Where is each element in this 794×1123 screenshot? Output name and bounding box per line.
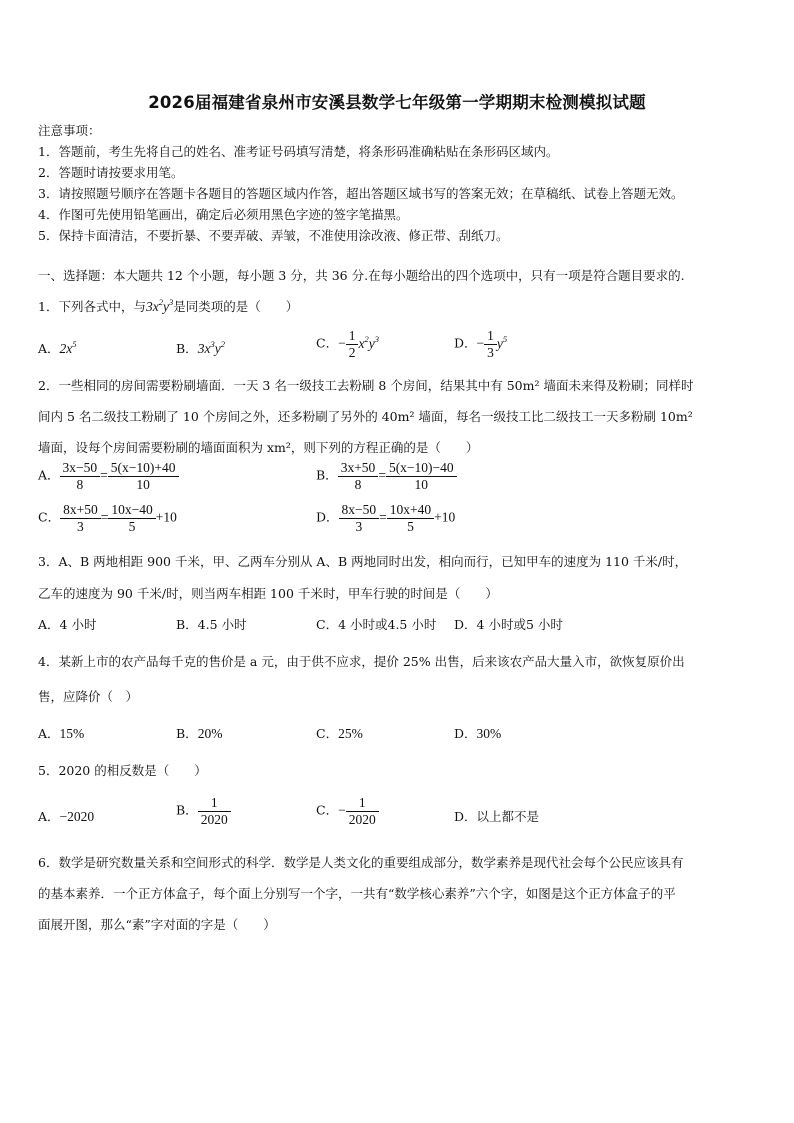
q5-option-b[interactable]: B． $\frac{1}{2020}$ <box>176 795 231 827</box>
question-5-stem: 5．2020 的相反数是（ ） <box>38 763 207 778</box>
q4-option-c[interactable]: C．25% <box>316 726 363 741</box>
q3-option-c[interactable]: C．4 小时或4.5 小时 <box>316 617 437 632</box>
q2-option-c[interactable]: C． $\frac{8x+50}{3}$ = $\frac{10x-40}{5}$ +10 <box>38 502 177 534</box>
q1-option-b[interactable]: B．$3x^3y^2$ <box>176 339 225 356</box>
q1-option-d[interactable]: D．− $\frac{1}{3}$ $y^5$ <box>454 328 508 360</box>
q3-option-b[interactable]: B．4.5 小时 <box>176 617 247 632</box>
notice-item-4: 4．作图可先使用铅笔画出，确定后必须用黑色字迹的签字笔描黑。 <box>38 207 409 222</box>
q5-option-c[interactable]: C．− $\frac{1}{2020}$ <box>316 795 379 827</box>
q1-option-a[interactable]: A．$2x^5$ <box>38 339 77 356</box>
notice-item-3: 3．请按照题号顺序在答题卡各题目的答题区域内作答，超出答题区域书写的答案无效；在草稿纸、试卷上答题无效。 <box>38 186 684 201</box>
question-2-line-1: 2．一些相同的房间需要粉刷墙面．一天 3 名一级技工去粉刷 8 个房间，结果其中有 50m² 墙面未来得及粉刷；同样时 <box>38 378 694 393</box>
q3-option-a[interactable]: A．4 小时 <box>38 617 97 632</box>
notice-item-1: 1．答题前，考生先将自己的姓名、准考证号码填写清楚，将条形码准确粘贴在条形码区域内。 <box>38 144 559 159</box>
q1-option-c[interactable]: C．− $\frac{1}{2}$ $x^2y^3$ <box>316 328 379 360</box>
question-3-line-1: 3．A、B 两地相距 900 千米，甲、乙两车分别从 A、B 两地同时出发，相向而行，已知甲车的速度为 110 千米/时， <box>38 554 688 569</box>
section-heading: 一、选择题：本大题共 12 个小题，每小题 3 分，共 36 分.在每小题给出的四个选项中，只有一项是符合题目要求的. <box>38 268 685 283</box>
question-4-line-2: 售，应降价（ ） <box>38 689 139 704</box>
notice-item-5: 5．保持卡面清洁，不要折暴、不要弄破、弄皱，不准使用涂改液、修正带、刮纸刀。 <box>38 228 509 243</box>
q2-option-d[interactable]: D． $\frac{8x-50}{3}$ = $\frac{10x+40}{5}$ +10 <box>316 502 456 534</box>
q1-stem-expression: $3x^2y^3$ <box>145 297 174 314</box>
notice-heading: 注意事项： <box>38 123 101 138</box>
question-1-stem: 1．下列各式中，与$3x^2y^3$是同类项的是（ ） <box>38 297 299 314</box>
notice-item-2: 2．答题时请按要求用笔。 <box>38 165 184 180</box>
question-6-line-3: 面展开图，那么“素”字对面的字是（ ） <box>38 917 276 932</box>
q4-option-a[interactable]: A．15% <box>38 726 85 741</box>
q4-option-d[interactable]: D．30% <box>454 726 502 741</box>
q2-option-b[interactable]: B． $\frac{3x+50}{8}$ = $\frac{5(x-10)-40}{10}$ <box>316 460 457 492</box>
question-4-line-1: 4．某新上市的农产品每千克的售价是 a 元，由于供不应求，提价 25% 出售，后来该农产品大量入市，欲恢复原价出 <box>38 654 685 669</box>
question-6-line-2: 的基本素养．一个正方体盒子，每个面上分别写一个字，一共有“数学核心素养”六个字，如图是这个正方体盒子的平 <box>38 886 676 901</box>
q5-option-d[interactable]: D．以上都不是 <box>454 809 540 824</box>
question-2-line-3: 墙面，设每个房间需要粉刷的墙面面积为 xm²，则下列的方程正确的是（ ） <box>38 440 479 455</box>
question-2-line-2: 间内 5 名二级技工粉刷了 10 个房间之外，还多粉刷了另外的 40m² 墙面，每名一级技工比二级技工一天多粉刷 10m² <box>38 409 693 424</box>
question-6-line-1: 6．数学是研究数量关系和空间形式的科学．数学是人类文化的重要组成部分，数学素养是现代社会每个公民应该具有 <box>38 855 684 870</box>
q4-option-b[interactable]: B．20% <box>176 726 223 741</box>
q3-option-d[interactable]: D．4 小时或5 小时 <box>454 617 563 632</box>
q5-option-a[interactable]: A．−2020 <box>38 809 95 824</box>
page-title: 2026届福建省泉州市安溪县数学七年级第一学期期末检测模拟试题 <box>148 93 646 112</box>
question-3-line-2: 乙车的速度为 90 千米/时，则当两车相距 100 千米时，甲车行驶的时间是（ ） <box>38 586 498 601</box>
q2-option-a[interactable]: A． $\frac{3x-50}{8}$ = $\frac{5(x-10)+40}{10}$ <box>38 460 179 492</box>
